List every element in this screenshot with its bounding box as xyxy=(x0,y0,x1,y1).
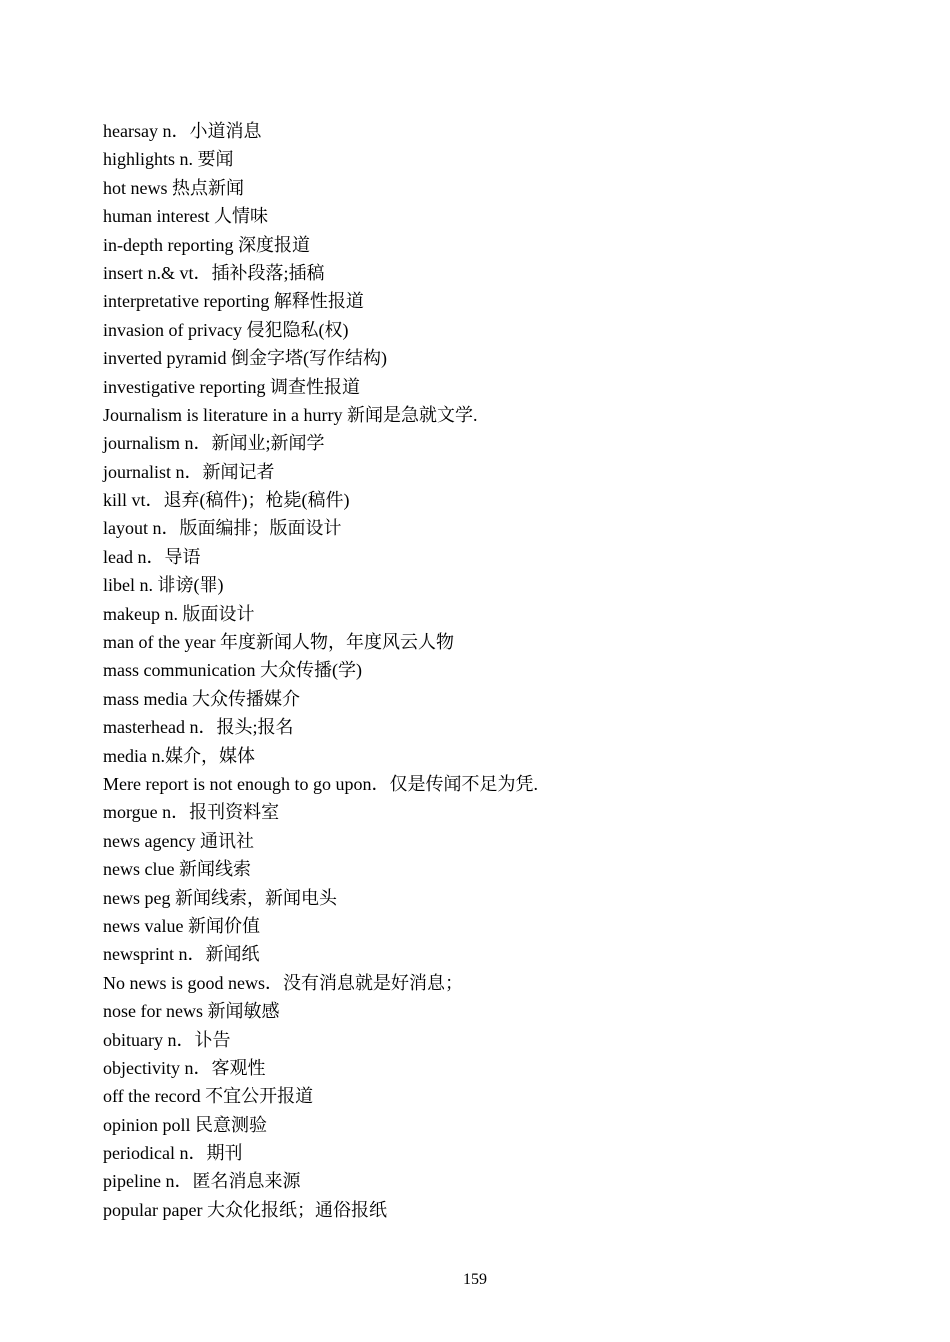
glossary-entry: masterhead n．报头;报名 xyxy=(103,717,294,738)
glossary-entry: No news is good news．没有消息就是好消息； xyxy=(103,972,463,993)
glossary-entry: journalism n．新闻业;新闻学 xyxy=(103,433,325,454)
glossary-entry: Mere report is not enough to go upon．仅是传闻不足为凭. xyxy=(103,773,538,794)
glossary-entry: periodical n．期刊 xyxy=(103,1143,243,1164)
glossary-entry: mass communication 大众传播(学) xyxy=(103,660,362,681)
glossary-entry: hearsay n．小道消息 xyxy=(103,121,262,141)
glossary-entry: morgue n．报刊资料室 xyxy=(103,802,280,823)
glossary-entry: inverted pyramid 倒金字塔(写作结构) xyxy=(103,348,387,369)
glossary-entry: insert n.& vt．插补段落;插稿 xyxy=(103,262,325,283)
glossary-entry: opinion poll 民意测验 xyxy=(103,1114,268,1135)
glossary-entry: kill vt．退弃(稿件)；枪毙(稿件) xyxy=(103,490,350,511)
glossary-entry: off the record 不宜公开报道 xyxy=(103,1086,314,1107)
glossary-entry: news value 新闻价值 xyxy=(103,915,260,936)
glossary-entry: lead n．导语 xyxy=(103,546,201,567)
glossary-entry: nose for news 新闻敏感 xyxy=(103,1001,280,1022)
glossary-entry: news peg 新闻线索，新闻电头 xyxy=(103,887,337,908)
glossary-entry: popular paper 大众化报纸；通俗报纸 xyxy=(103,1199,387,1220)
glossary-entry: in-depth reporting 深度报道 xyxy=(103,234,310,255)
glossary-entry: newsprint n．新闻纸 xyxy=(103,944,260,965)
glossary-entry: mass media 大众传播媒介 xyxy=(103,688,300,709)
glossary-entry: highlights n. 要闻 xyxy=(103,149,234,170)
glossary-entry: man of the year 年度新闻人物，年度风云人物 xyxy=(103,632,454,653)
glossary-entry: news agency 通讯社 xyxy=(103,830,254,851)
glossary-entry: pipeline n．匿名消息来源 xyxy=(103,1171,301,1192)
glossary-entry: journalist n．新闻记者 xyxy=(103,461,275,482)
glossary-entry: media n.媒介，媒体 xyxy=(103,745,255,766)
glossary-entry: objectivity n．客观性 xyxy=(103,1057,266,1078)
glossary-entry: makeup n. 版面设计 xyxy=(103,603,255,624)
glossary-entry: hot news 热点新闻 xyxy=(103,177,244,198)
glossary-entry: interpretative reporting 解释性报道 xyxy=(103,291,364,312)
glossary-entry: libel n. 诽谤(罪) xyxy=(103,575,224,596)
glossary-entry: invasion of privacy 侵犯隐私(权) xyxy=(103,319,349,340)
glossary-entry: Journalism is literature in a hurry 新闻是急就文学. xyxy=(103,404,478,425)
glossary-entry: layout n．版面编排；版面设计 xyxy=(103,518,342,539)
page-number: 159 xyxy=(463,1271,487,1288)
glossary-entry: obituary n．讣告 xyxy=(103,1029,231,1050)
glossary-entry: human interest 人情味 xyxy=(103,206,268,227)
glossary-list xyxy=(103,117,883,1224)
glossary-entry: investigative reporting 调查性报道 xyxy=(103,376,360,397)
glossary-entry: news clue 新闻线索 xyxy=(103,859,251,880)
